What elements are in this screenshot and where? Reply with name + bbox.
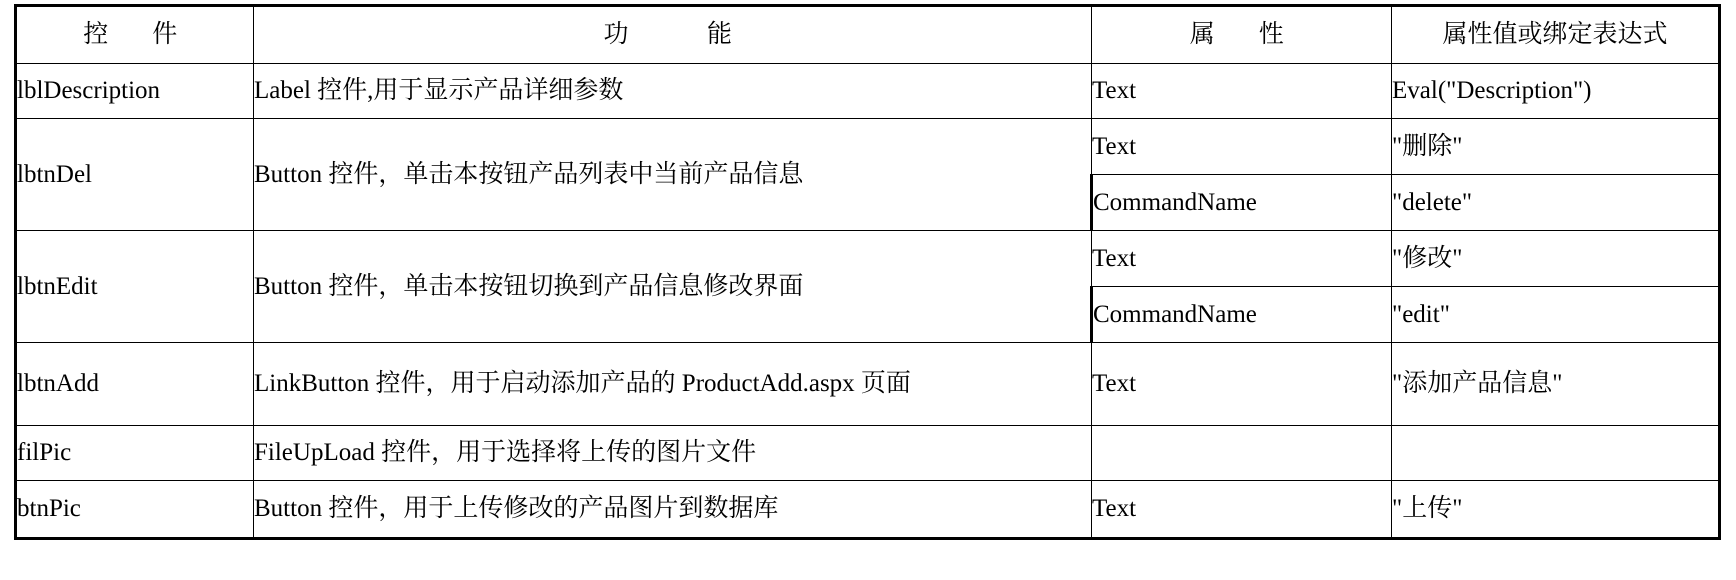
control-function: LinkButton 控件，用于启动添加产品的 ProductAdd.aspx 页面 — [254, 343, 1092, 426]
column-header-property: 属 性 — [1092, 6, 1392, 64]
property-value: "添加产品信息" — [1392, 343, 1720, 426]
property-value: "edit" — [1392, 287, 1720, 343]
property-value: "上传" — [1392, 481, 1720, 539]
property-value — [1392, 426, 1720, 481]
table-row — [16, 343, 1720, 426]
table-row — [16, 426, 1720, 481]
property-name: Text — [1092, 119, 1392, 175]
property-value: "delete" — [1392, 175, 1720, 231]
control-spec-table — [14, 4, 1721, 540]
table-row — [16, 64, 1720, 119]
control-function: Button 控件，单击本按钮产品列表中当前产品信息 — [254, 119, 1092, 231]
header-row — [16, 6, 1720, 64]
table-body — [16, 64, 1720, 539]
control-name: lbtnEdit — [16, 231, 254, 343]
table-row — [16, 119, 1720, 175]
control-function: Button 控件，用于上传修改的产品图片到数据库 — [254, 481, 1092, 539]
property-name: Text — [1092, 231, 1392, 287]
column-header-function: 功 能 — [254, 6, 1092, 64]
table-row — [16, 481, 1720, 539]
table-header — [16, 6, 1720, 64]
property-value: "删除" — [1392, 119, 1720, 175]
property-name: Text — [1092, 481, 1392, 539]
property-name — [1092, 426, 1392, 481]
control-function: FileUpLoad 控件，用于选择将上传的图片文件 — [254, 426, 1092, 481]
control-name: lblDescription — [16, 64, 254, 119]
property-name: Text — [1092, 343, 1392, 426]
column-header-control: 控 件 — [16, 6, 254, 64]
table-row — [16, 231, 1720, 287]
control-name: filPic — [16, 426, 254, 481]
control-name: btnPic — [16, 481, 254, 539]
property-value: "修改" — [1392, 231, 1720, 287]
control-function: Button 控件，单击本按钮切换到产品信息修改界面 — [254, 231, 1092, 343]
property-name: CommandName — [1092, 175, 1392, 231]
control-function: Label 控件,用于显示产品详细参数 — [254, 64, 1092, 119]
control-name: lbtnDel — [16, 119, 254, 231]
property-name: CommandName — [1092, 287, 1392, 343]
control-name: lbtnAdd — [16, 343, 254, 426]
property-value: Eval("Description") — [1392, 64, 1720, 119]
property-name: Text — [1092, 64, 1392, 119]
column-header-value: 属性值或绑定表达式 — [1392, 6, 1720, 64]
